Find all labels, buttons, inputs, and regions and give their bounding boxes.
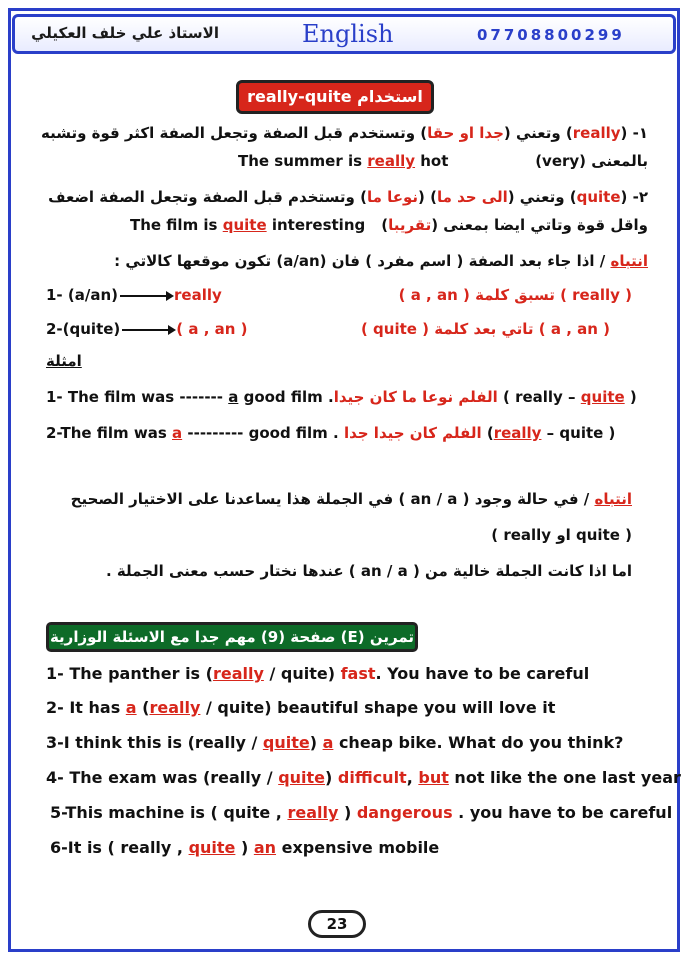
order2-right: ( a , an ) تاتي بعد كلمة ( quite ) <box>360 320 610 338</box>
order1-left: 1- (a/an) really <box>46 286 222 304</box>
arrow-icon <box>120 295 172 297</box>
subject-title: English <box>302 20 394 48</box>
sample1: 1- The film was ------- a good film .الفلم نوعا ما كان جيدا ( really – quite ) <box>46 388 637 406</box>
exercise-item-4: 4- The exam was (really / quite) difficult, but not like the one last year <box>46 768 681 787</box>
rule1-line1: ١- (really) وتعني (جدا او حقا) وتستخدم قبل الصفة وتجعل الصفة اكثر قوة وتشبه <box>40 124 648 142</box>
exercise-item-2: 2- It has a (really / quite) beautiful shape you will love it <box>46 698 556 717</box>
note2-line3: اما اذا كانت الجملة خالية من ( an / a ) عندها نختار حسب معنى الجملة . <box>105 562 632 580</box>
phone-number: 07708800299 <box>477 26 625 44</box>
exercise-item-3: 3-I think this is (really / quite) a cheap bike. What do you think? <box>46 733 624 752</box>
rule2-line1: ٢- (quite) وتعني (الى حد ما) (نوعا ما) وتستخدم قبل الصفة وتجعل الصفة اضعف <box>48 188 648 206</box>
example-quite: The film is quite interesting <box>130 216 366 234</box>
rule2-line2: واقل قوة وتاتي ايضا بمعنى (تقريبا) <box>381 216 648 234</box>
sample2: 2-The film was a --------- good film . الفلم كان جيدا جدا (really – quite ) <box>46 424 616 442</box>
page-number: 23 <box>308 910 366 938</box>
order1-right: ( really ) تسبق كلمة ( a , an ) <box>398 286 632 304</box>
example-really: The summer is really hot <box>238 152 449 170</box>
author-name: الاستاذ علي خلف العكيلي <box>31 24 219 42</box>
note2-line2: ( quite او really ) <box>491 526 632 544</box>
header-bar <box>12 14 676 54</box>
exercise-item-6: 6-It is ( really , quite ) an expensive mobile <box>50 838 440 857</box>
note1: انتباه / اذا جاء بعد الصفة ( اسم مفرد ) فان (a/an) تكون موقعها كالاتي : <box>114 252 648 270</box>
title-ar: استخدام <box>357 87 423 106</box>
title-en: really-quite <box>247 87 352 106</box>
exercise-item-1: 1- The panther is (really / quite) fast. You have to be careful <box>46 664 590 683</box>
order2-left: 2-(quite) ( a , an ) <box>46 320 248 338</box>
exercise-title: تمرين (E) صفحة (9) مهم جدا مع الاسئلة الوزارية <box>46 622 418 652</box>
examples-label: امثلة <box>46 352 82 370</box>
exercise-item-5: 5-This machine is ( quite , really ) dangerous . you have to be careful <box>50 803 673 822</box>
note2-line1: انتباه / في حالة وجود ( an / a ) في الجملة هذا يساعدنا على الاختيار الصحيح <box>70 490 632 508</box>
arrow-icon <box>122 329 174 331</box>
rule1-line2: (very) بالمعنى <box>535 152 648 170</box>
lesson-title <box>236 80 434 114</box>
